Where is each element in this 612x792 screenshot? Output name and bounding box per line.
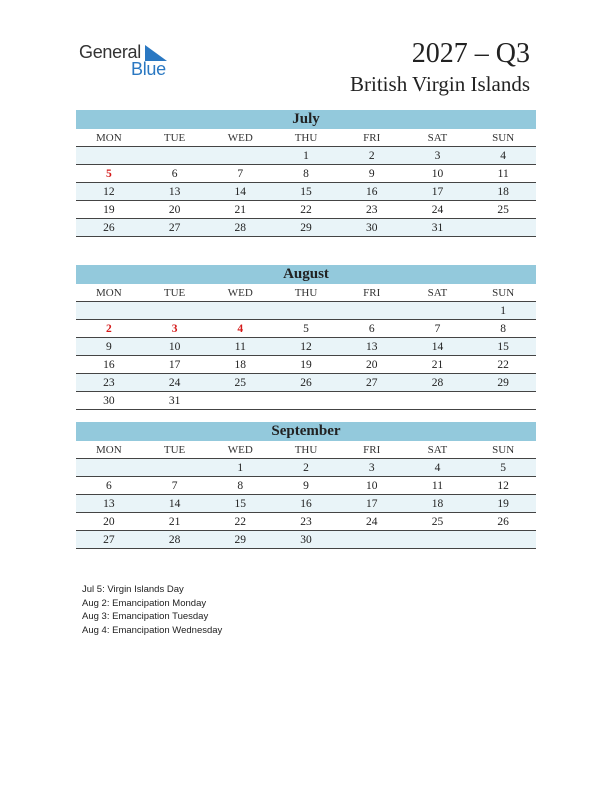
day-cell: 3 — [171, 323, 178, 335]
day-cell: 29 — [300, 222, 312, 234]
day-cell — [207, 147, 273, 164]
weekday-tue: TUE — [163, 287, 186, 299]
day-cell — [339, 531, 405, 548]
day-cell: 12 — [300, 341, 312, 353]
week-row — [76, 219, 536, 237]
day-cell: 10 — [431, 168, 444, 180]
weekday-header-row — [76, 441, 536, 459]
day-cell — [405, 302, 471, 319]
weekday-tue: TUE — [163, 444, 186, 456]
day-cell — [76, 459, 142, 476]
day-cell: 31 — [168, 395, 181, 407]
day-cell: 28 — [431, 377, 444, 389]
day-cell: 20 — [103, 516, 115, 528]
day-cell: 5 — [500, 462, 507, 474]
day-cell: 22 — [300, 204, 312, 216]
day-cell: 11 — [431, 480, 443, 492]
day-cell: 26 — [103, 222, 115, 234]
day-cell: 13 — [168, 186, 181, 198]
weekday-mon: MON — [96, 132, 122, 144]
day-cell: 24 — [365, 516, 378, 528]
day-cell: 3 — [368, 462, 375, 474]
day-cell: 20 — [168, 204, 181, 216]
day-cell: 24 — [431, 204, 444, 216]
day-cell: 17 — [431, 186, 444, 198]
weekday-sat: SAT — [427, 444, 448, 456]
week-row — [76, 201, 536, 219]
day-cell — [142, 459, 208, 476]
weekday-wed: WED — [227, 444, 253, 456]
weekday-sun: SUN — [492, 287, 515, 299]
logo-word-blue: Blue — [131, 59, 166, 79]
day-cell — [142, 302, 208, 319]
day-cell — [76, 147, 142, 164]
day-cell: 2 — [368, 150, 375, 162]
day-cell: 6 — [105, 480, 112, 492]
holiday-notes — [82, 583, 222, 637]
day-cell: 4 — [237, 323, 244, 335]
page-title: 2027 – Q3 — [411, 38, 530, 69]
month-name: September — [76, 422, 536, 441]
day-cell — [142, 147, 208, 164]
day-cell: 7 — [434, 323, 441, 335]
day-cell: 8 — [500, 323, 507, 335]
day-cell — [405, 531, 471, 548]
month-name: August — [76, 265, 536, 284]
day-cell: 23 — [365, 204, 378, 216]
day-cell — [207, 302, 273, 319]
country-subtitle: British Virgin Islands — [350, 72, 530, 96]
day-cell: 18 — [497, 186, 509, 198]
day-cell: 16 — [103, 359, 115, 371]
weekday-thu: THU — [294, 132, 318, 144]
day-cell: 31 — [431, 222, 444, 234]
week-row — [76, 392, 536, 410]
weekday-header-row — [76, 129, 536, 147]
day-cell: 19 — [103, 204, 115, 216]
day-cell: 9 — [368, 168, 375, 180]
day-cell: 4 — [434, 462, 441, 474]
day-cell: 4 — [500, 150, 507, 162]
weekday-tue: TUE — [163, 132, 186, 144]
week-row — [76, 338, 536, 356]
holiday-note: Jul 5: Virgin Islands Day — [82, 584, 184, 595]
day-cell: 25 — [497, 204, 509, 216]
week-row — [76, 302, 536, 320]
day-cell: 27 — [365, 377, 378, 389]
week-row — [76, 356, 536, 374]
day-cell: 21 — [431, 359, 444, 371]
holiday-note: Aug 2: Emancipation Monday — [82, 597, 207, 609]
day-cell: 1 — [237, 462, 244, 474]
holiday-note: Aug 3: Emancipation Tuesday — [82, 611, 209, 623]
day-cell: 22 — [497, 359, 509, 371]
day-cell: 1 — [303, 150, 309, 162]
weekday-mon: MON — [96, 444, 122, 456]
day-cell: 17 — [168, 359, 181, 371]
day-cell: 10 — [168, 341, 181, 353]
week-row — [76, 320, 536, 338]
day-cell: 19 — [497, 498, 509, 510]
week-row — [76, 513, 536, 531]
weekday-thu: THU — [294, 287, 318, 299]
day-cell: 3 — [434, 150, 441, 162]
day-cell: 1 — [500, 305, 507, 317]
day-cell: 29 — [234, 534, 247, 546]
day-cell: 20 — [365, 359, 378, 371]
day-cell: 11 — [234, 341, 246, 353]
day-cell: 23 — [300, 516, 312, 528]
month-name: July — [76, 110, 536, 129]
day-cell — [76, 302, 142, 319]
week-row — [76, 495, 536, 513]
weekday-mon: MON — [96, 287, 122, 299]
weekday-wed: WED — [227, 132, 253, 144]
generalblue-logo — [79, 42, 179, 82]
day-cell — [207, 392, 273, 409]
day-cell: 30 — [103, 395, 115, 407]
day-cell: 26 — [497, 516, 509, 528]
day-cell: 12 — [497, 480, 509, 492]
month-september — [76, 422, 536, 549]
day-cell: 9 — [105, 341, 112, 353]
day-cell: 15 — [300, 186, 312, 198]
day-cell: 17 — [365, 498, 378, 510]
day-cell: 25 — [234, 377, 247, 389]
day-cell: 16 — [300, 498, 312, 510]
day-cell: 12 — [103, 186, 115, 198]
day-cell: 10 — [365, 480, 378, 492]
day-cell: 6 — [368, 323, 375, 335]
day-cell: 14 — [168, 498, 181, 510]
day-cell: 14 — [234, 186, 247, 198]
day-cell: 23 — [103, 377, 115, 389]
week-row — [76, 374, 536, 392]
day-cell: 6 — [171, 168, 178, 180]
day-cell: 13 — [103, 498, 115, 510]
weekday-wed: WED — [227, 287, 253, 299]
weekday-thu: THU — [294, 444, 318, 456]
day-cell — [273, 392, 339, 409]
day-cell: 18 — [431, 498, 444, 510]
day-cell — [470, 531, 536, 548]
day-cell: 26 — [300, 377, 312, 389]
day-cell: 25 — [431, 516, 444, 528]
day-cell: 15 — [234, 498, 247, 510]
weekday-sat: SAT — [427, 287, 448, 299]
day-cell: 2 — [105, 323, 112, 335]
day-cell: 16 — [365, 186, 378, 198]
holiday-note: Aug 4: Emancipation Wednesday — [82, 624, 223, 636]
day-cell: 28 — [168, 534, 181, 546]
logo-word-general: General — [79, 42, 141, 62]
day-cell: 9 — [303, 480, 309, 492]
weekday-fri: FRI — [363, 287, 381, 299]
day-cell: 30 — [300, 534, 312, 546]
week-row — [76, 531, 536, 549]
day-cell: 19 — [300, 359, 312, 371]
day-cell — [470, 219, 536, 236]
week-row — [76, 147, 536, 165]
day-cell: 8 — [237, 480, 244, 492]
day-cell: 2 — [303, 462, 309, 474]
day-cell — [470, 392, 536, 409]
day-cell: 22 — [234, 516, 247, 528]
weekday-sun: SUN — [492, 444, 515, 456]
day-cell: 18 — [234, 359, 247, 371]
month-july — [76, 110, 536, 237]
day-cell: 7 — [237, 168, 244, 180]
month-august — [76, 265, 536, 410]
weekday-fri: FRI — [363, 132, 381, 144]
day-cell: 28 — [234, 222, 247, 234]
day-cell — [405, 392, 471, 409]
day-cell: 14 — [431, 341, 444, 353]
day-cell: 27 — [103, 534, 115, 546]
day-cell — [273, 302, 339, 319]
day-cell — [339, 302, 405, 319]
weekday-sun: SUN — [492, 132, 515, 144]
week-row — [76, 183, 536, 201]
week-row — [76, 165, 536, 183]
week-row — [76, 477, 536, 495]
day-cell: 11 — [497, 168, 509, 180]
day-cell: 24 — [168, 377, 181, 389]
week-row — [76, 459, 536, 477]
day-cell: 21 — [234, 204, 247, 216]
day-cell: 29 — [497, 377, 509, 389]
weekday-header-row — [76, 284, 536, 302]
day-cell: 21 — [168, 516, 181, 528]
day-cell: 5 — [105, 168, 112, 180]
day-cell: 13 — [365, 341, 378, 353]
weekday-fri: FRI — [363, 444, 381, 456]
day-cell: 15 — [497, 341, 509, 353]
day-cell: 30 — [365, 222, 378, 234]
day-cell: 7 — [171, 480, 178, 492]
day-cell: 27 — [168, 222, 181, 234]
weekday-sat: SAT — [427, 132, 448, 144]
day-cell: 8 — [303, 168, 309, 180]
day-cell — [339, 392, 405, 409]
day-cell: 5 — [303, 323, 309, 335]
